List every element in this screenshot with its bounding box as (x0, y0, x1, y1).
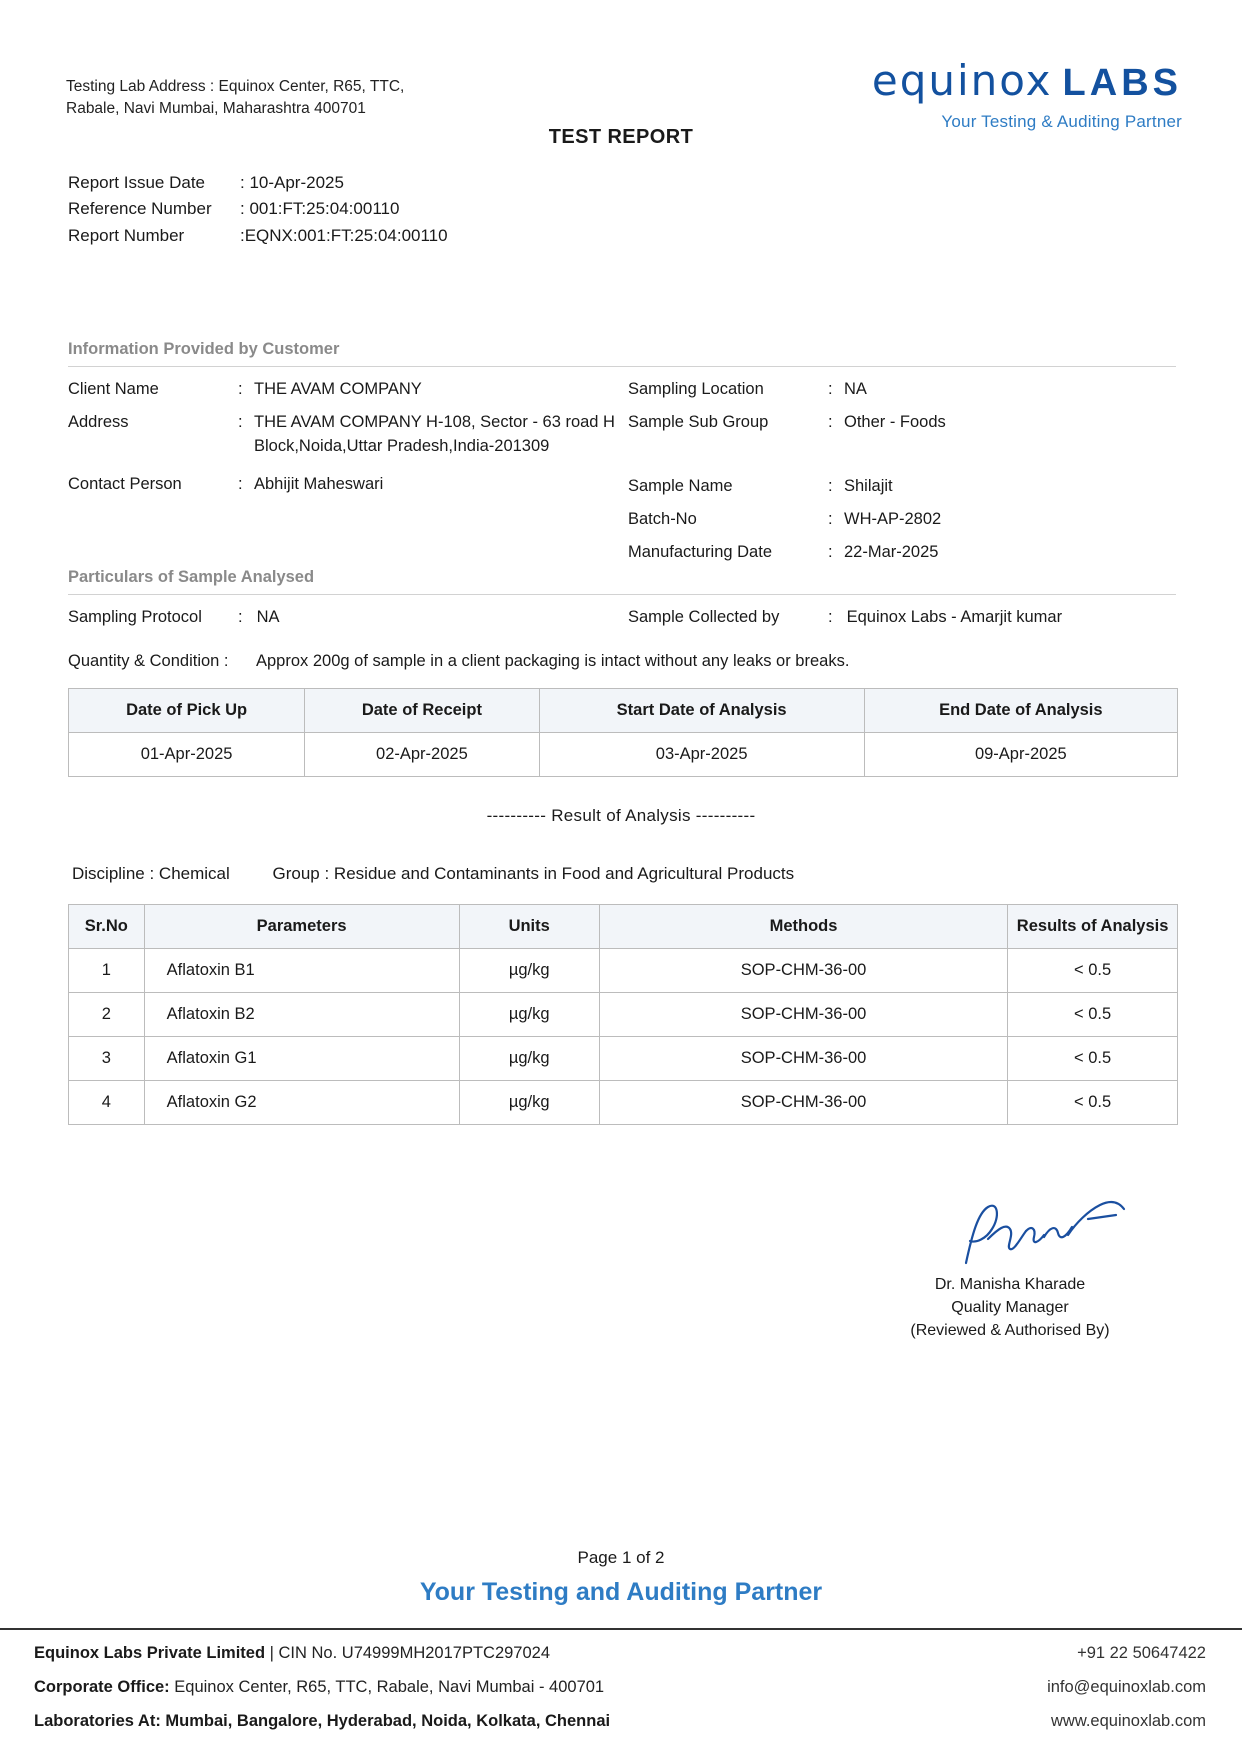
cell-result: < 0.5 (1008, 992, 1178, 1036)
meta-label: Report Number (68, 225, 185, 245)
meta-value: : 10-Apr-2025 (240, 173, 344, 192)
signatory-name: Dr. Manisha Kharade (934, 1276, 1086, 1293)
page-number: Page 1 of 2 (577, 1548, 665, 1567)
meta-label: Report Issue Date (68, 173, 206, 192)
cell-method: SOP-CHM-36-00 (599, 1080, 1007, 1124)
dates-table-wrapper (68, 688, 1178, 777)
field-value: Approx 200g of sample in a client packaging is intact without any leaks or breaks. (256, 652, 850, 670)
footer-labs-label: Laboratories At: Mumbai, Bangalore, Hyderabad, Noida, Kolkata, Chennai (34, 1712, 611, 1730)
col-start-date: Start Date of Analysis (539, 689, 864, 733)
footer-company-name: Equinox Labs Private Limited (34, 1644, 266, 1662)
field-label: Manufacturing Date (628, 542, 772, 561)
footer-office (34, 1678, 604, 1697)
report-header (0, 56, 1242, 170)
cell-parameter: Aflatoxin G1 (144, 1036, 459, 1080)
field-sampling-location (628, 378, 1178, 402)
signatory-designation: Quality Manager (951, 1299, 1069, 1317)
page-footer (0, 1628, 1242, 1746)
field-client-name (68, 378, 628, 402)
meta-value: :EQNX:001:FT:25:04:00110 (240, 225, 448, 245)
field-label: Client Name (68, 380, 159, 398)
col-parameters: Parameters (144, 905, 459, 949)
colon: : (828, 542, 833, 561)
field-label: Sampling Location (628, 380, 764, 398)
cell-units: µg/kg (459, 1036, 599, 1080)
section-particulars: Particulars of Sample Analysed (68, 568, 1176, 595)
customer-info-right (628, 378, 1178, 574)
cell-result: < 0.5 (1008, 948, 1178, 992)
field-sample-sub-group (628, 411, 1178, 435)
field-value: Other - Foods (844, 412, 946, 431)
field-label: Sample Name (628, 476, 733, 495)
lab-address: Testing Lab Address : Equinox Center, R65, TTC, Rabale, Navi Mumbai, Maharashtra 400701 (66, 78, 405, 117)
field-label: Quantity & Condition : (68, 652, 229, 670)
cell-units: µg/kg (459, 948, 599, 992)
page-title: TEST REPORT (548, 126, 694, 148)
field-sample-collected-by (628, 608, 1062, 627)
field-label: Batch-No (628, 509, 697, 528)
result-of-analysis-separator: ---------- Result of Analysis ---------- (486, 806, 756, 825)
colon: : (238, 380, 243, 398)
cell-sr-no: 1 (69, 948, 145, 992)
results-table (68, 904, 1178, 1125)
section-customer-info: Information Provided by Customer (68, 340, 1176, 367)
field-manufacturing-date (628, 541, 1178, 565)
col-sr-no: Sr.No (69, 905, 145, 949)
cell-end-date: 09-Apr-2025 (864, 733, 1177, 777)
cell-result: < 0.5 (1008, 1036, 1178, 1080)
cell-method: SOP-CHM-36-00 (599, 992, 1007, 1036)
footer-tagline: Your Testing and Auditing Partner (419, 1578, 823, 1606)
cell-units: µg/kg (459, 992, 599, 1036)
field-value: NA (844, 380, 867, 398)
colon: : (828, 608, 833, 626)
table-row (69, 948, 1178, 992)
table-row (69, 992, 1178, 1036)
signature-block (840, 1195, 1180, 1343)
footer-row (0, 1678, 1242, 1712)
table-row (69, 733, 1178, 777)
results-table-wrapper (68, 904, 1178, 1125)
table-row (69, 1036, 1178, 1080)
meta-label: Reference Number (68, 199, 212, 219)
meta-row (68, 170, 448, 196)
signatory-note: (Reviewed & Authorised By) (910, 1322, 1110, 1340)
logo-tagline: Your Testing & Auditing Partner (941, 112, 1182, 131)
cell-date-pickup: 01-Apr-2025 (69, 733, 305, 777)
colon: : (238, 474, 243, 493)
particulars-block (68, 608, 1178, 671)
field-label: Sampling Protocol (68, 608, 202, 626)
report-meta (68, 170, 448, 249)
field-value: Abhijit Maheswari (254, 474, 384, 493)
meta-value: : 001:FT:25:04:00110 (240, 199, 400, 219)
discipline-label: Discipline : Chemical (72, 864, 230, 883)
cell-method: SOP-CHM-36-00 (599, 1036, 1007, 1080)
logo-labs: LABS (1062, 62, 1182, 104)
col-date-pickup: Date of Pick Up (69, 689, 305, 733)
footer-website[interactable]: www.equinoxlab.com (1051, 1712, 1206, 1730)
field-contact-person (68, 473, 628, 497)
field-label: Sample Collected by (628, 608, 780, 626)
cell-date-receipt: 02-Apr-2025 (305, 733, 539, 777)
footer-labs (34, 1712, 610, 1731)
group-label: Group : Residue and Contaminants in Food and Agricultural Products (272, 864, 795, 883)
colon: : (238, 412, 243, 431)
customer-info-left (68, 378, 628, 506)
table-row (69, 1080, 1178, 1124)
cell-method: SOP-CHM-36-00 (599, 948, 1007, 992)
cell-start-date: 03-Apr-2025 (539, 733, 864, 777)
cell-sr-no: 3 (69, 1036, 145, 1080)
cell-parameter: Aflatoxin B1 (144, 948, 459, 992)
field-sample-name (628, 475, 1178, 499)
colon: : (828, 476, 833, 495)
cell-sr-no: 2 (69, 992, 145, 1036)
col-results: Results of Analysis (1008, 905, 1178, 949)
field-label: Contact Person (68, 474, 182, 493)
col-end-date: End Date of Analysis (864, 689, 1177, 733)
footer-email[interactable]: info@equinoxlab.com (1047, 1678, 1206, 1696)
footer-company (34, 1644, 550, 1663)
field-value: THE AVAM COMPANY H-108, Sector - 63 road H Block,Noida,Uttar Pradesh,India-201309 (254, 412, 615, 455)
meta-row (68, 223, 448, 249)
cell-units: µg/kg (459, 1080, 599, 1124)
col-units: Units (459, 905, 599, 949)
colon: : (828, 380, 833, 398)
cell-result: < 0.5 (1008, 1080, 1178, 1124)
footer-cin: | CIN No. U74999MH2017PTC297024 (265, 1644, 551, 1662)
field-batch-no (628, 508, 1178, 532)
field-label: Sample Sub Group (628, 412, 769, 431)
cell-sr-no: 4 (69, 1080, 145, 1124)
table-header-row (69, 905, 1178, 949)
field-address (68, 411, 628, 459)
col-date-receipt: Date of Receipt (305, 689, 539, 733)
field-value: WH-AP-2802 (844, 509, 942, 528)
cell-parameter: Aflatoxin B2 (144, 992, 459, 1036)
field-quantity-condition (68, 652, 1178, 671)
cell-parameter: Aflatoxin G2 (144, 1080, 459, 1124)
field-value: Shilajit (844, 476, 893, 495)
equinox-logo (782, 56, 1182, 132)
particulars-row (68, 608, 1178, 636)
signature-image (840, 1195, 1180, 1273)
footer-office-value: Equinox Center, R65, TTC, Rabale, Navi Mumbai - 400701 (169, 1678, 605, 1696)
meta-row (68, 196, 448, 222)
field-label: Address (68, 412, 129, 431)
field-value: THE AVAM COMPANY (254, 380, 422, 398)
table-header-row (69, 689, 1178, 733)
field-value: 22-Mar-2025 (844, 542, 939, 561)
footer-phone: +91 22 50647422 (1077, 1644, 1206, 1662)
col-methods: Methods (599, 905, 1007, 949)
footer-row (0, 1712, 1242, 1746)
colon: : (238, 608, 243, 626)
footer-office-label: Corporate Office: (34, 1678, 170, 1696)
footer-row (0, 1644, 1242, 1678)
field-sampling-protocol (68, 608, 280, 627)
field-value: NA (256, 608, 280, 626)
field-value: Equinox Labs - Amarjit kumar (846, 608, 1063, 626)
logo-wordmark: equinox (871, 56, 1053, 105)
colon: : (828, 509, 833, 528)
dates-table (68, 688, 1178, 777)
discipline-line (72, 864, 794, 884)
colon: : (828, 412, 833, 431)
